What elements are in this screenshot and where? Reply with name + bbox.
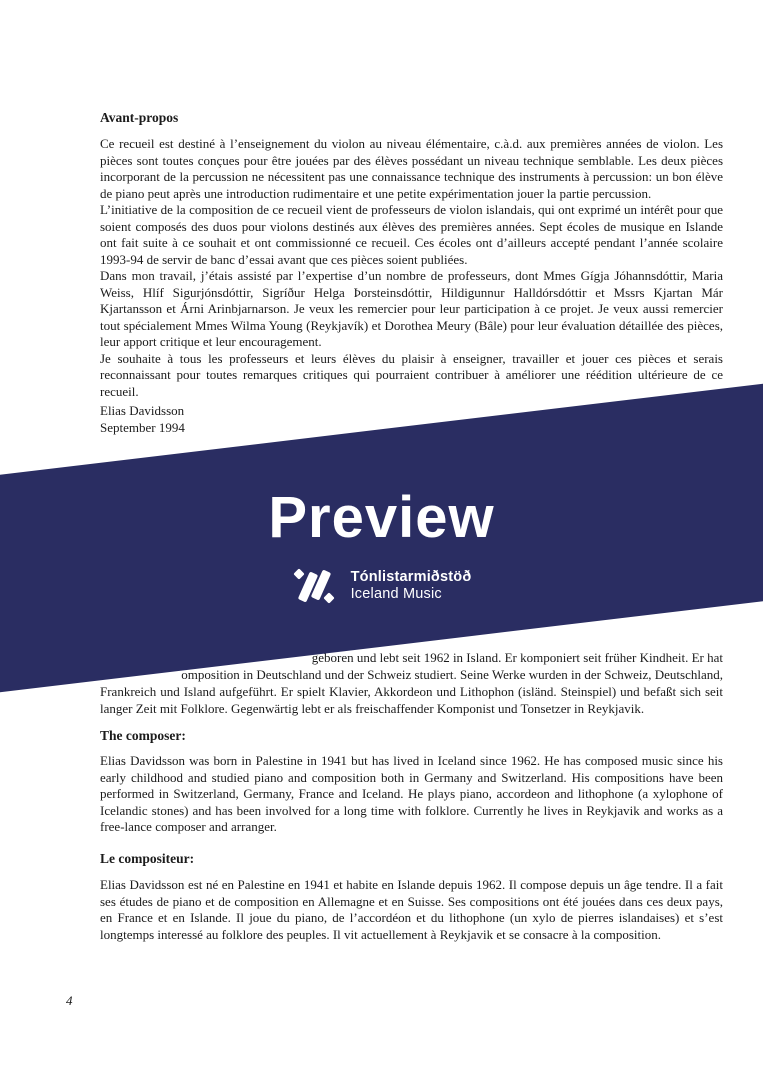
german-line-2: omposition in Deutschland und der Schweiz studiert. Seine Werke wurden in der Schweiz, Deutschland, <box>181 667 723 682</box>
signature-date: September 1994 <box>100 420 185 435</box>
composer-bio-french: Elias Davidsson est né en Palestine en 1941 et habite en Islande depuis 1962. Il compose depuis un âge tendre. Il a fait ses études de piano et de composition en Allemagne et en Suisse. Ses compositions ont été jouées dans ces deux pays, en France et en Islande. Il joue du piano, de l’accordéon et du lithophone (un xylo de pierres islandaises) et s’est longtemps interessé au folklore des peuples. Il vit actuellement à Reykjavik et se consacre à la composition. <box>100 877 723 942</box>
preface-paragraph-3: Dans mon travail, j’étais assisté par l’expertise d’un nombre de professeurs, dont Mmes Gígja Jóhannsdóttir, Maria Weiss, Hlíf Sigurjónsdóttir, Sigríður Helga Þorsteinsdóttir, Hildigunnur Halldórsdóttir et Mssrs Kjartan Már Kjartansson et Árni Arinbjarnarson. Je veux les remercier pour leur participation à ce projet. Je veux aussi remercier tout spécialement Mmes Wilma Young (Reykjavík) et Dorothea Meury (Bâle) pour leur évaluation détaillée des pièces, leur apport critique et leur encouragement. <box>100 268 723 349</box>
german-line-1: geboren und lebt seit 1962 in Island. Er komponiert seit früher Kindheit. Er hat <box>311 650 723 665</box>
composer-bio-english: Elias Davidsson was born in Palestine in 1941 but has lived in Iceland since 1962. He has composed music since his early childhood and studied piano and composition both in Germany and Switzerland. His compositions have been performed in Switzerland, Germany, France and Iceland. He plays piano, accordeon and lithophone (a xylophone of Icelandic stones) and has been involved for a long time with folklore. Currently he lives in Reykjavik and works as a free-lance composer and arranger. <box>100 753 723 834</box>
logo-subtitle: Iceland Music <box>350 586 442 602</box>
preface-paragraph-4: Je souhaite à tous les professeurs et leurs élèves du plaisir à enseigner, travailler et jouer ces pièces et serais reconnaissant pour toutes remarques critiques qui pourraient contribuer à améliorer une réédition ultérieure de ce recueil. <box>100 350 723 399</box>
german-line-3: Frankreich und Island aufgeführt. Er spielt Klavier, Akkordeon und Lithophon (isländ. Steinspiel) und befaßt sich seit <box>100 684 723 699</box>
iceland-music-logo <box>0 566 763 606</box>
signature-name: Elias Davidsson <box>100 403 185 418</box>
iceland-music-logo-icon <box>292 566 336 606</box>
logo-title: Tónlistarmiðstöð <box>350 569 472 585</box>
preface-paragraph-2: L’initiative de la composition de ce recueil vient de professeurs de violon islandais, qui ont exprimé un intérêt pour que soient composés des duos pour violons destinés aux élèves des premières années. Sept écoles de musique en Islande ont fait suite à ce souhait et ont commissionné ce recueil. Ces écoles ont d’ailleurs accepté pendant l’année scolaire 1993-94 de servir de banc d’essai avant que ces pièces soient publiées. <box>100 202 723 267</box>
preface-paragraph-1: Ce recueil est destiné à l’enseignement du violon au niveau élémentaire, c.à.d. aux premières années de violon. Les pièces sont toutes conçues pour être jouées par des élèves possédant un niveau technique semblable. Les deux pièces incorporant de la percussion ne nécessitent pas une connaissance technique des instruments à percussion: un bon élève de piano peut après une introduction rudimentaire et une petite expérimentation jouer la partie percussion. <box>100 136 723 201</box>
preview-watermark-label: Preview <box>268 485 495 550</box>
preface-heading: Avant-propos <box>100 110 179 125</box>
page-number: 4 <box>66 993 73 1008</box>
composer-heading-french: Le compositeur: <box>100 851 195 866</box>
logo-wordmark <box>351 569 472 603</box>
composer-heading-english: The composer: <box>100 728 186 743</box>
german-line-4: langer Zeit mit Folklore. Gegenwärtig lebt er als freischaffender Komponist und Tonsetzer in Reykjavik. <box>100 701 645 716</box>
